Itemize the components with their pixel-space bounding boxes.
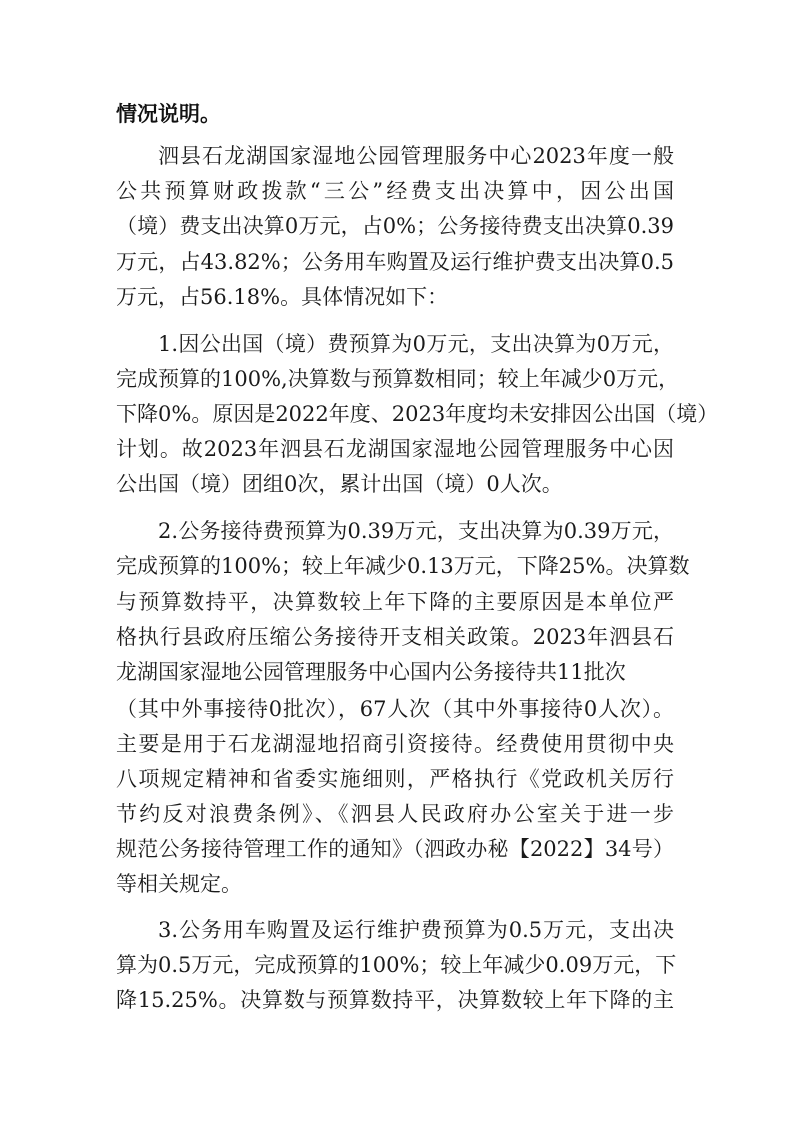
paragraph-line: 1.因公出国（境）费预算为0万元，支出决算为0万元， [158,332,674,356]
paragraph-line: 八项规定精神和省委实施细则，严格执行《党政机关厉行 [116,767,674,791]
paragraph-line: 龙湖国家湿地公园管理服务中心国内公务接待共11批次 [116,660,626,684]
paragraph-line: 格执行县政府压缩公务接待开支相关政策。2023年泗县石 [116,625,674,649]
paragraph-line: 完成预算的100%；较上年减少0.13万元，下降25%。决算数 [116,554,690,578]
paragraph-line: 下降0%。原因是2022年度、2023年度均未安排因公出国（境） [116,402,719,426]
paragraph-line: 节约反对浪费条例》、《泗县人民政府办公室关于进一步 [116,802,674,826]
paragraph-line: 万元，占56.18%。具体情况如下： [116,285,449,309]
paragraph-line: 主要是用于石龙湖湿地招商引资接待。经费使用贯彻中央 [116,732,674,756]
paragraph-line: 3.公务用车购置及运行维护费预算为0.5万元，支出决 [158,918,674,942]
paragraph-line: （境）费支出决算0万元，占0%；公务接待费支出决算0.39 [116,214,674,238]
paragraph-line: 万元，占43.82%；公务用车购置及运行维护费支出决算0.5 [116,250,674,274]
paragraph-line: 降15.25%。决算数与预算数持平，决算数较上年下降的主 [116,988,674,1012]
paragraph-line: 公共预算财政拨款“三公”经费支出决算中，因公出国 [116,179,674,203]
paragraph-line: （其中外事接待0批次），67人次（其中外事接待0人次）。 [116,697,674,721]
paragraph-line: 公出国（境）团组0次，累计出国（境）0人次。 [116,472,563,496]
paragraph-line: 计划。故2023年泗县石龙湖国家湿地公园管理服务中心因 [116,437,674,461]
paragraph-line: 泗县石龙湖国家湿地公园管理服务中心2023年度一般 [158,144,674,168]
paragraph-line: 2.公务接待费预算为0.39万元，支出决算为0.39万元， [158,519,674,543]
paragraph-line: 规范公务接待管理工作的通知》（泗政办秘【2022】34号） [116,837,674,861]
paragraph-line: 算为0.5万元，完成预算的100%；较上年减少0.09万元，下 [116,953,677,977]
paragraph-line: 完成预算的100%,决算数与预算数相同；较上年减少0万元， [116,367,680,391]
paragraph-line: 与预算数持平，决算数较上年下降的主要原因是本单位严 [116,590,674,614]
paragraph-line: 等相关规定。 [116,872,242,896]
section-heading: 情况说明。 [116,102,221,126]
